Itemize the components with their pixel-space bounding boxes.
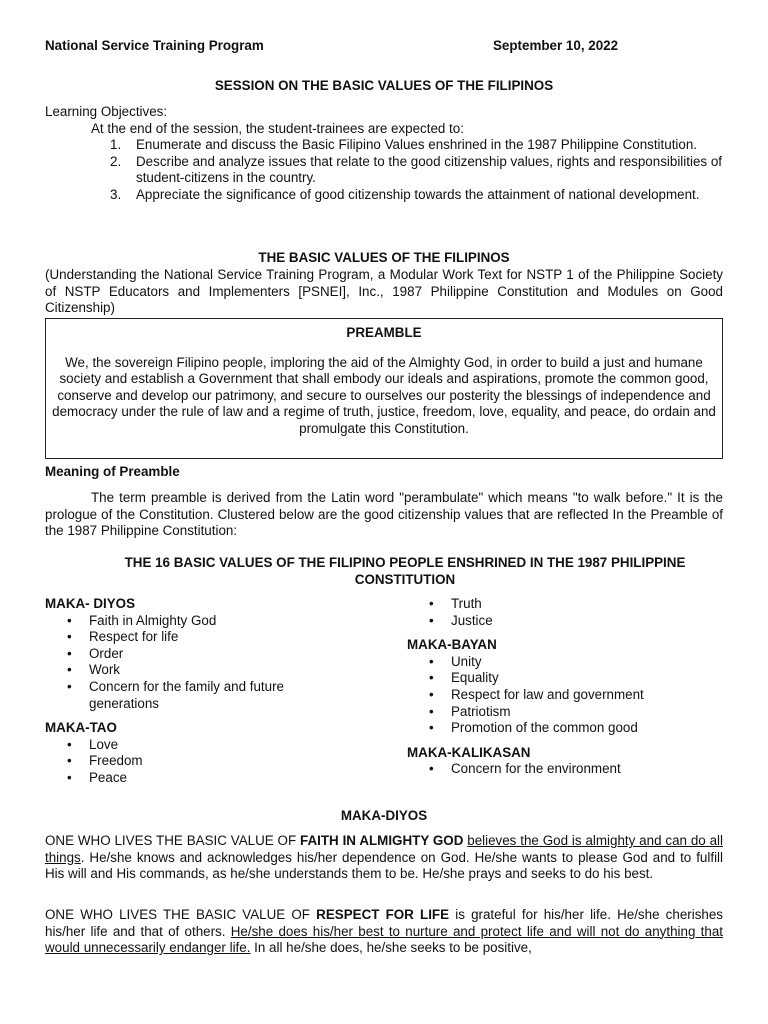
list-item: • Justice xyxy=(429,613,727,630)
preamble-text: We, the sovereign Filipino people, imploring the aid of the Almighty God, in order to build a just and humane society and establish a Government that shall embody our ideals and aspirations, promote the common good, conserve and develop our patrimony, and secure to ourselves our posterity the blessings of independence and democracy under the rule of law and a regime of truth, justice, freedom, love, equality, and peace, do ordain and promulgate this Constitution. xyxy=(52,354,716,436)
list-item: • Patriotism xyxy=(429,704,727,721)
program-name: National Service Training Program xyxy=(45,38,264,53)
maka-diyos-section-title: MAKA-DIYOS xyxy=(340,808,428,823)
list-item: • Work xyxy=(67,662,345,679)
maka-diyos-list-continued xyxy=(407,596,727,629)
maka-diyos-title: MAKA- DIYOS xyxy=(45,596,136,611)
list-item: • Love xyxy=(67,737,345,754)
maka-bayan-title: MAKA-BAYAN xyxy=(407,637,497,653)
list-item: • Truth xyxy=(429,596,727,613)
list-item: • Order xyxy=(67,646,345,663)
list-item: • Promotion of the common good xyxy=(429,720,727,737)
objectives-heading: Learning Objectives: xyxy=(45,104,168,119)
basic-values-title: THE BASIC VALUES OF THE FILIPINOS xyxy=(258,250,510,265)
objectives-intro: At the end of the session, the student-trainees are expected to: xyxy=(91,121,464,136)
basic-values-source: (Understanding the National Service Training Program, a Modular Work Text for NSTP 1 of the Philippine Society of NSTP Educators and Implementers [PSNEI], Inc., 1987 Philippine Constitution and Modules on Good Citizenship) xyxy=(45,267,723,316)
maka-tao-list xyxy=(45,737,345,787)
list-item: • Faith in Almighty God xyxy=(67,613,345,630)
document-date: September 10, 2022 xyxy=(493,38,619,53)
list-item: • Concern for the family and future generations xyxy=(67,679,339,712)
maka-bayan-list xyxy=(407,654,727,737)
list-item: • Equality xyxy=(429,670,727,687)
values-left-column xyxy=(45,596,345,787)
maka-diyos-list xyxy=(45,613,345,713)
list-item: • Respect for life xyxy=(67,629,345,646)
objectives-list xyxy=(110,137,722,203)
preamble-box xyxy=(45,318,723,459)
faith-paragraph: ONE WHO LIVES THE BASIC VALUE OF FAITH IN ALMIGHTY GOD believes the God is almighty and can do all things. He/she knows and acknowledges his/her dependence on God. He/she wants to please God and to fulfill His will and His commands, as he/she understands them to be. He/she prays and seeks to do his best. xyxy=(45,833,723,882)
list-item: • Concern for the environment xyxy=(429,761,727,778)
list-item: • Freedom xyxy=(67,753,345,770)
list-item: • Peace xyxy=(67,770,345,787)
maka-kalikasan-list xyxy=(407,761,727,778)
maka-tao-title: MAKA-TAO xyxy=(45,720,117,736)
values-right-column xyxy=(407,596,727,778)
objective-item: 3. Appreciate the significance of good citizenship towards the attainment of national development. xyxy=(110,186,700,202)
objective-item: 2. Describe and analyze issues that relate to the good citizenship values, rights and responsibilities of student-citizens in the country. xyxy=(110,153,722,186)
maka-kalikasan-title: MAKA-KALIKASAN xyxy=(407,744,531,760)
meaning-heading: Meaning of Preamble xyxy=(45,464,180,479)
list-item: • Respect for law and government xyxy=(429,687,727,704)
sixteen-values-title: THE 16 BASIC VALUES OF THE FILIPINO PEOPLE ENSHRINED IN THE 1987 PHILIPPINE CONSTITUTION xyxy=(124,555,686,587)
list-item: • Unity xyxy=(429,654,727,671)
preamble-title: PREAMBLE xyxy=(346,325,422,340)
respect-for-life-paragraph: ONE WHO LIVES THE BASIC VALUE OF RESPECT FOR LIFE is grateful for his/her life. He/she cherishes his/her life and that of others. He/she does his/her best to nurture and protect life and will not do anything that would unnecessarily endanger life. In all he/she does, he/she seeks to be positive, xyxy=(45,907,724,956)
session-title: SESSION ON THE BASIC VALUES OF THE FILIPINOS xyxy=(214,78,554,93)
meaning-text: The term preamble is derived from the Latin word "perambulate" which means "to walk before." It is the prologue of the Constitution. Clustered below are the good citizenship values that are reflected In the Preamble of the 1987 Philippine Constitution: xyxy=(45,490,723,539)
objective-item: 1. Enumerate and discuss the Basic Filipino Values enshrined in the 1987 Philippine Constitution. xyxy=(110,137,698,152)
